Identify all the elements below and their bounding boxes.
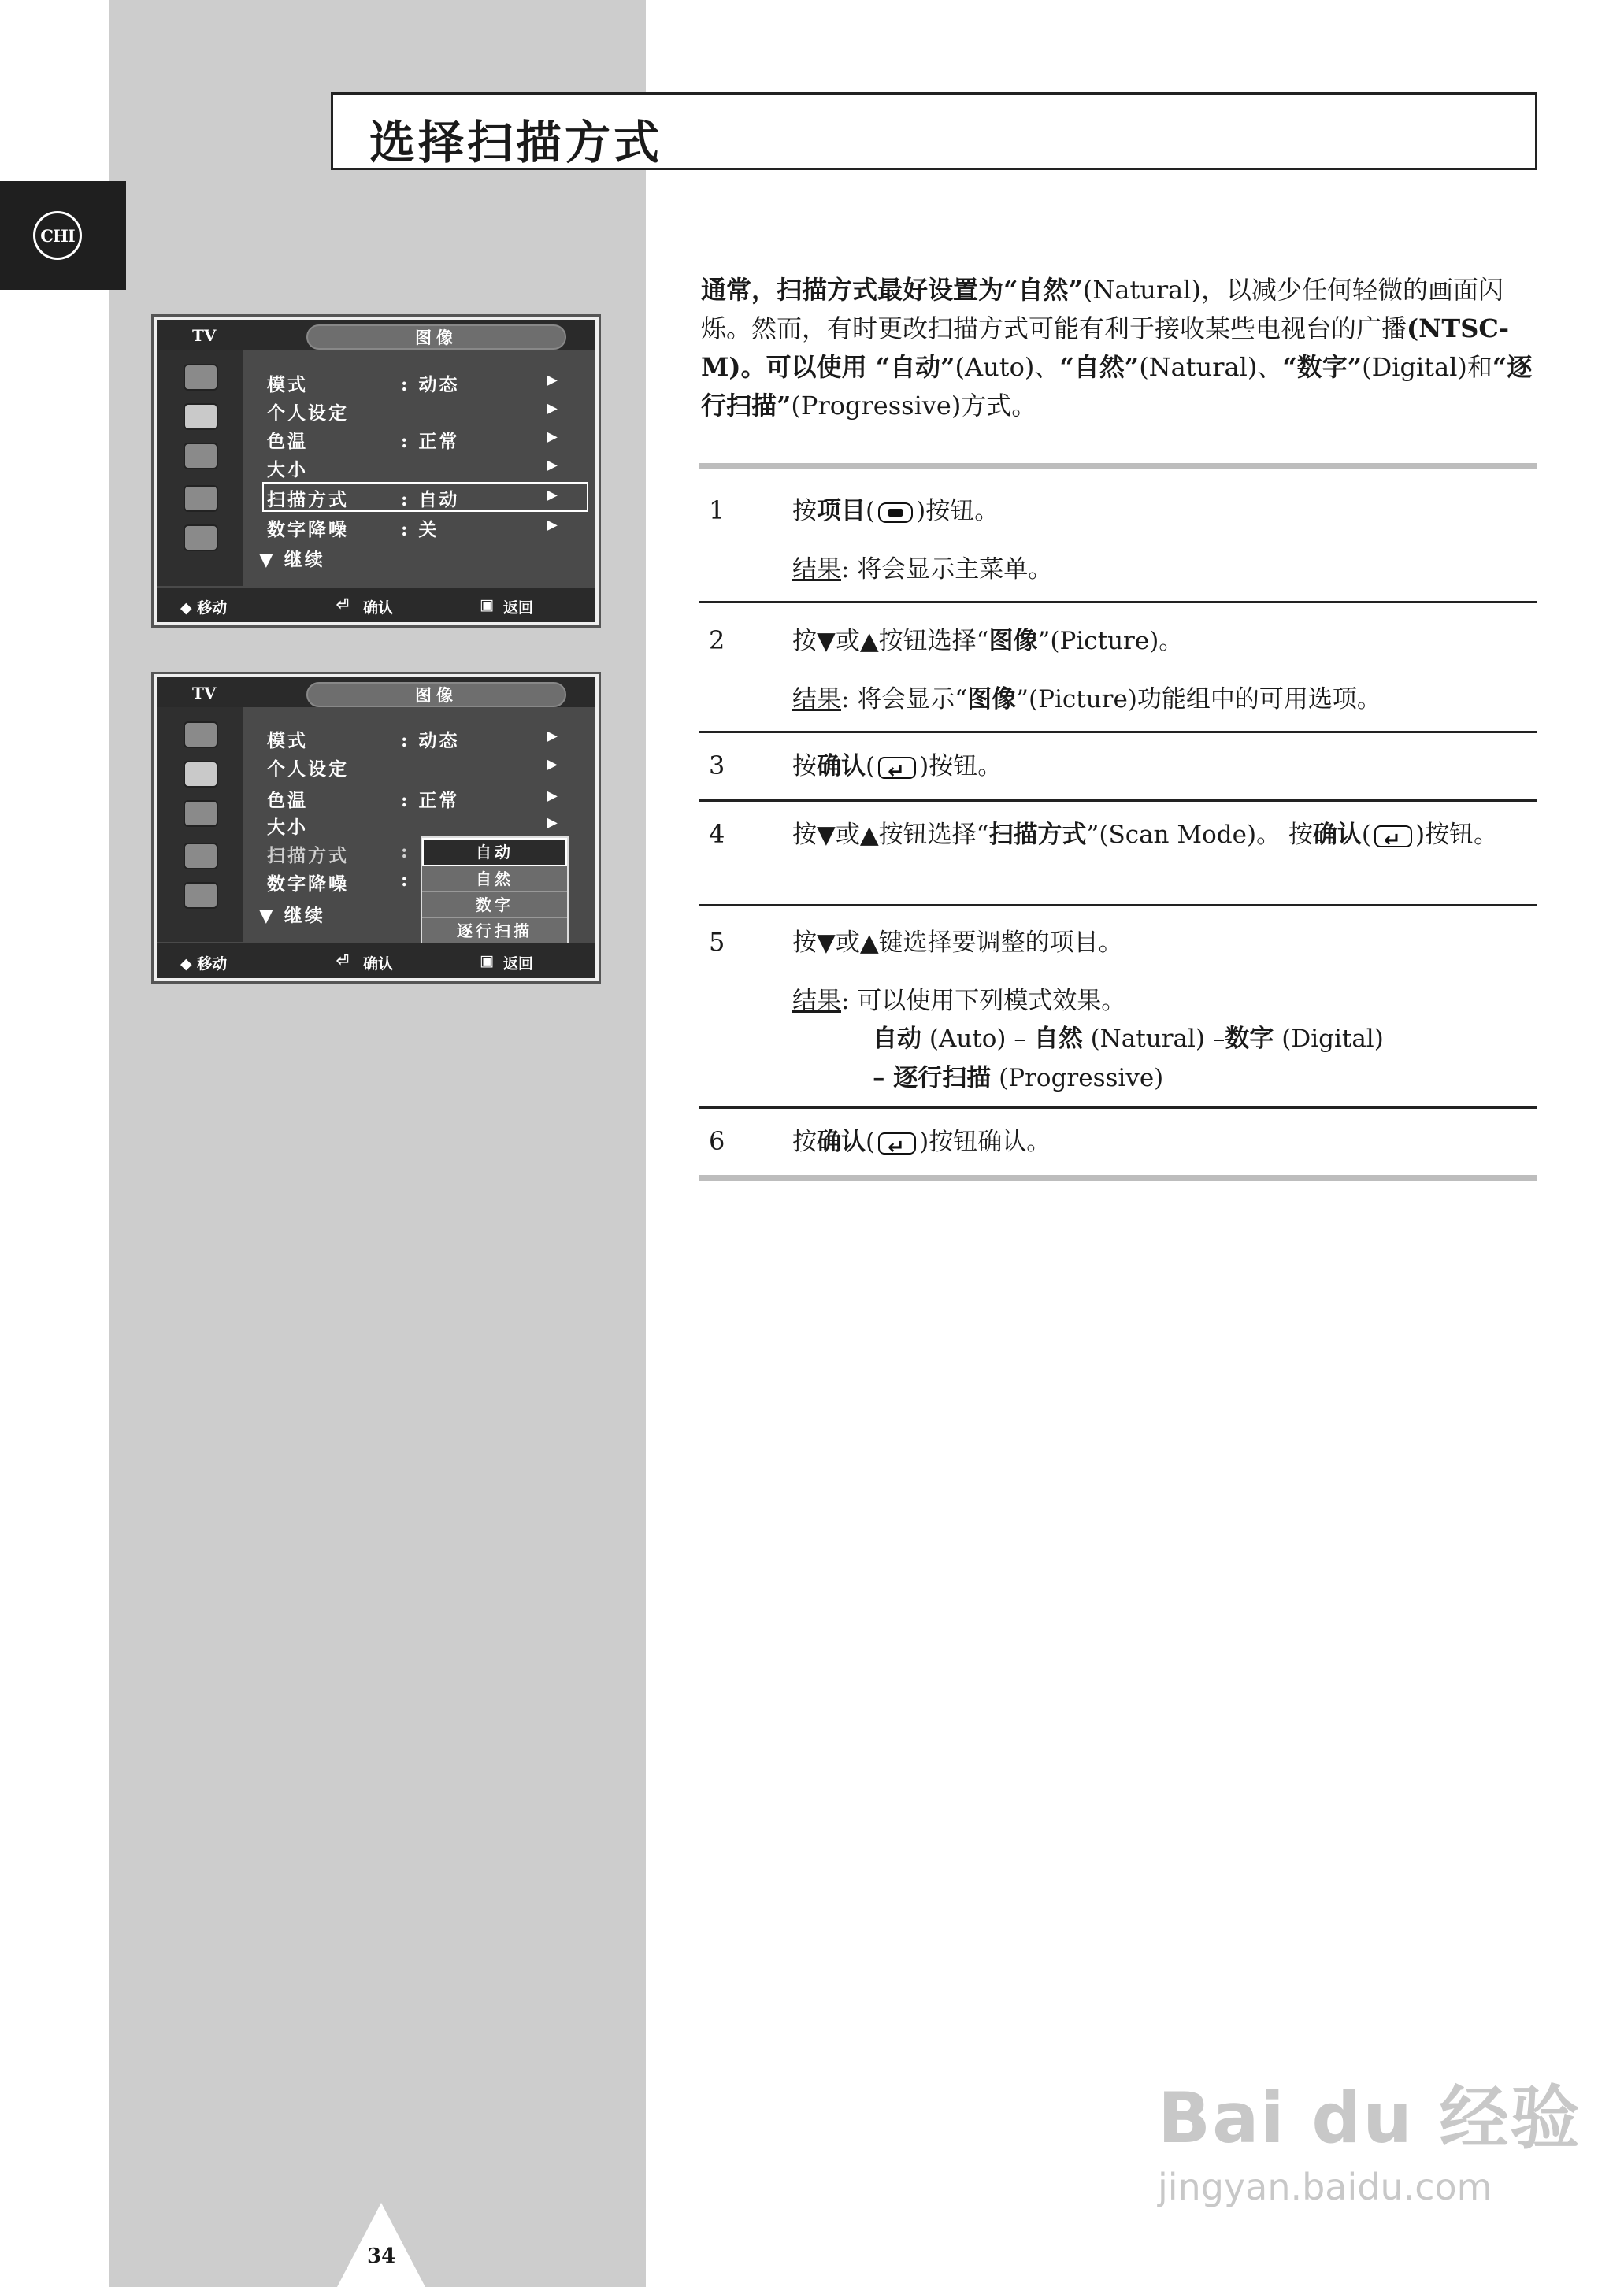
page-title-box [331,92,1537,170]
sound-icon[interactable] [184,800,218,827]
arrow-right-icon: ▶ [547,400,558,417]
step-5: 5 按▼或▲键选择要调整的项目。 结果: 可以使用下列模式效果。 自动 (Auto) – 自然 (Natural) –数字 (Digital) – 逐行扫描 (Progressive) [709,927,1384,1092]
tv-menu-screen-2: TV 图像 模式 : 动态 ▶ 个人设定 ▶ 色温 : 正常 ▶ 大小 ▶ 扫描方式 : 数字降噪 : ▼ 继续 自动 自然 数字 逐行扫描 ◆ 移动 ⏎ 确认 ▣ 返回 [154,674,599,981]
picture-icon[interactable] [184,761,218,788]
enter-button-icon [1374,825,1412,847]
arrow-right-icon: ▶ [547,517,558,533]
intro-paragraph: 通常，扫描方式最好设置为“自然”(Natural)，以减少任何轻微的画面闪烁。然而，有时更改扫描方式可能有利于接收某些电视台的广播(NTSC-M)。可以使用 “自动”(Auto)、“自然”(Natural)、“数字”(Digital)和“逐行扫描”(Progressive)方式。 [701,275,1533,421]
language-badge: CHI [33,211,82,260]
enter-icon: ⏎ [336,596,349,613]
option-natural[interactable]: 自然 [422,866,567,892]
enter-icon: ⏎ [336,952,349,969]
option-auto[interactable]: 自动 [422,838,567,866]
osd-top-bar [157,320,595,350]
option-digital[interactable]: 数字 [422,892,567,918]
confirm-hint: 确认 [363,955,394,973]
channel-icon[interactable] [184,485,218,512]
tv-label: TV [192,684,217,702]
arrow-right-icon: ▶ [547,814,558,831]
arrow-right-icon: ▶ [547,428,558,445]
setup-icon[interactable] [184,524,218,551]
osd-bottom-bar [157,588,595,622]
watermark: Bai du 经验 jingyan.baidu.com [1158,2078,1581,2208]
picture-icon[interactable] [184,403,218,430]
step-4: 4 按▼或▲按钮选择“扫描方式”(Scan Mode)。 按确认(↵ )按钮。 [699,802,1537,904]
menu-icon: ▣ [480,952,494,969]
arrow-right-icon: ▶ [547,487,558,503]
step-1: 1 按项目( )按钮。 结果: 将会显示主菜单。 [709,495,1053,584]
arrow-right-icon: ▶ [547,728,558,744]
back-hint: 返回 [503,599,534,617]
option-progressive[interactable]: 逐行扫描 [422,918,567,944]
menu-button-icon [878,502,913,523]
tv-label: TV [192,326,217,345]
divider [699,1175,1537,1181]
tv-menu-screen-1: TV 图像 模式 : 动态 ▶ 个人设定 ▶ 色温 : 正常 ▶ 大小 ▶ 扫描方式 : 自动 ▶ 数字降噪 : 关 ▶ ▼ 继续 ◆ 移动 ⏎ 确认 ▣ 返回 [154,317,599,625]
arrow-right-icon: ▶ [547,457,558,473]
move-hint: ◆ 移动 [180,955,228,973]
osd-bottom-bar [157,943,595,978]
arrow-right-icon: ▶ [547,372,558,388]
scan-mode-dropdown[interactable] [421,836,569,945]
menu-title: 图像 [306,682,566,707]
sound-icon[interactable] [184,443,218,469]
channel-icon[interactable] [184,843,218,869]
back-hint: 返回 [503,955,534,973]
enter-button-icon [878,757,916,779]
arrow-right-icon: ▶ [547,756,558,773]
page-title: 选择扫描方式 [369,116,663,169]
divider [699,463,1537,469]
step-3: 3 按确认(↵ )按钮。 [699,733,1537,799]
enter-button-icon [878,1132,916,1155]
page-number: 34 [367,2244,396,2268]
osd-icon-column [157,707,243,942]
input-icon[interactable] [184,721,218,748]
move-hint: ◆ 移动 [180,599,228,617]
arrow-right-icon: ▶ [547,788,558,804]
osd-top-bar [157,677,595,707]
confirm-hint: 确认 [363,599,394,617]
input-icon[interactable] [184,364,218,391]
menu-row-scan-mode[interactable]: 扫描方式 : 自动 ▶ [264,484,587,510]
setup-icon[interactable] [184,882,218,909]
menu-title: 图像 [306,324,566,350]
step-2: 2 按▼或▲按钮选择“图像”(Picture)。 结果: 将会显示“图像”(Picture)功能组中的可用选项。 [709,625,1381,714]
osd-icon-column [157,350,243,586]
steps-list [699,463,1537,1181]
menu-icon: ▣ [480,596,494,613]
step-6: 6 按确认(↵ )按钮确认。 [699,1109,1537,1175]
